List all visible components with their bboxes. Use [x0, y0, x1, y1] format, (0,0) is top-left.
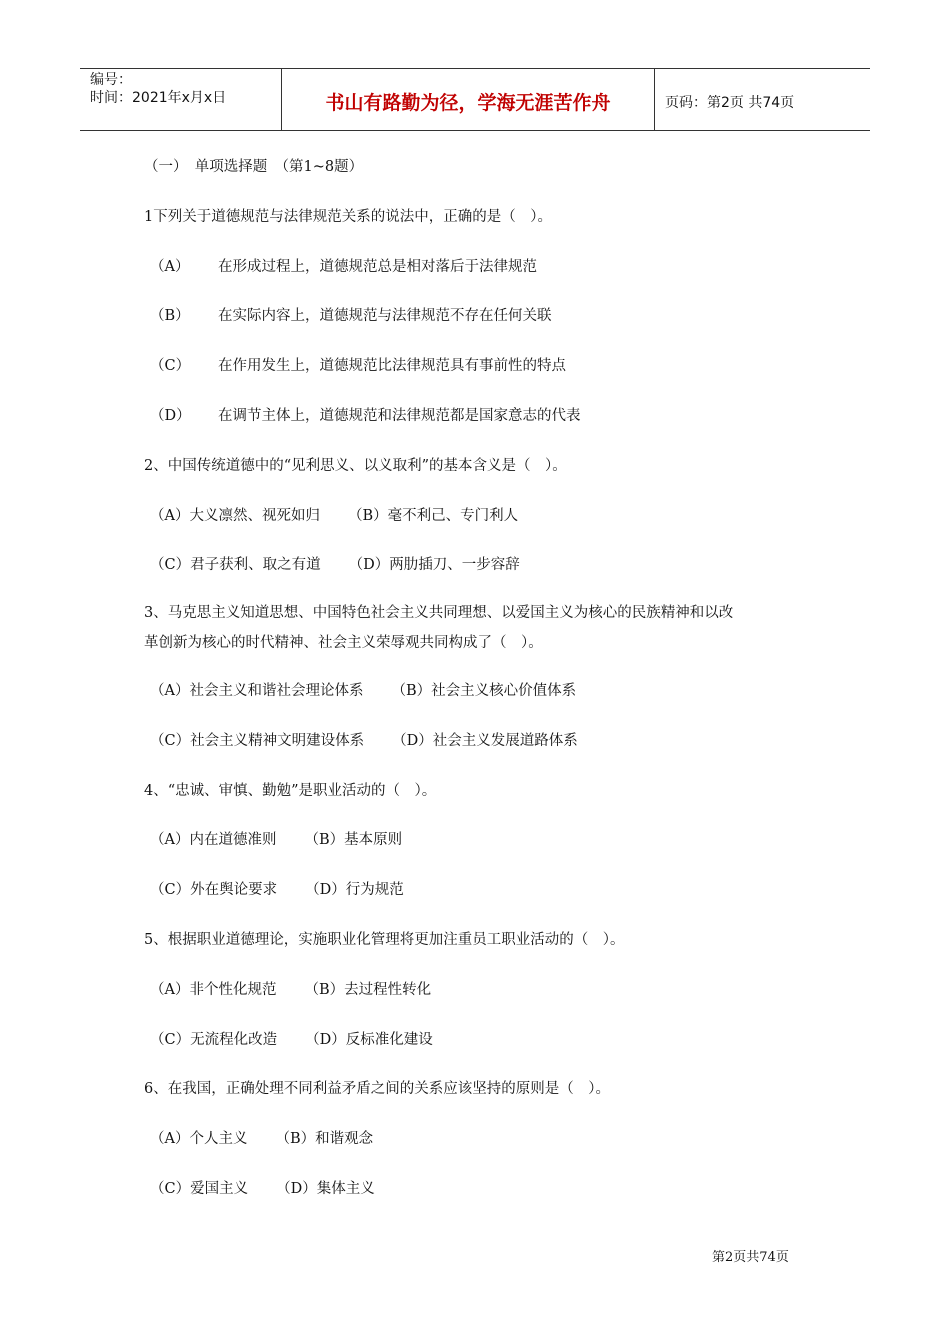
option-text: 在作用发生上，道德规范比法律规范具有事前性的特点	[218, 358, 566, 375]
question-5-stem: 5、根据职业道德理论，实施职业化管理将更加注重员工职业活动的（ ）。	[144, 931, 625, 948]
question-1-stem: 1下列关于道德规范与法律规范关系的说法中，正确的是（ ）。	[144, 208, 552, 225]
option-b: （B）基本原则	[304, 832, 403, 849]
question-1-option-b	[144, 299, 824, 333]
page-header	[80, 68, 870, 131]
question-1-option-d	[144, 399, 824, 433]
question-5-options-row-2	[144, 1023, 824, 1057]
question-4-options-row-2	[144, 873, 824, 907]
question-6-options-row-1	[144, 1122, 824, 1156]
option-c: （C）爱国主义	[150, 1180, 249, 1197]
option-a: （A）社会主义和谐社会理论体系	[150, 682, 364, 699]
page-info-text: 页码：第2页 共74页	[665, 94, 795, 111]
question-3-options-row-1	[144, 674, 824, 708]
question-4-options-row-1	[144, 823, 824, 857]
option-key: （A）	[150, 258, 190, 275]
option-d: （D）行为规范	[305, 882, 404, 899]
option-key: （D）	[150, 407, 191, 424]
option-b: （B）去过程性转化	[304, 981, 432, 998]
option-key: （C）	[150, 358, 191, 375]
question-1-option-a	[144, 250, 824, 284]
section-title: （一） 单项选择题 （第1~8题）	[144, 159, 364, 175]
question-3-stem-line-1: 3、马克思主义知道思想、中国特色社会主义共同理想、以爱国主义为核心的民族精神和以改	[144, 605, 734, 622]
option-b: （B）和谐观念	[275, 1131, 374, 1148]
option-c: （C）社会主义精神文明建设体系	[150, 732, 365, 749]
question-3-stem	[144, 598, 824, 658]
option-c: （C）外在舆论要求	[150, 882, 278, 899]
option-text: 在实际内容上，道德规范与法律规范不存在任何关联	[218, 308, 552, 325]
question-5-options-row-1	[144, 973, 824, 1007]
footer-page-number: 第2页共74页	[712, 1250, 789, 1265]
option-b: （B）社会主义核心价值体系	[391, 682, 577, 699]
option-c: （C）君子获利、取之有道	[150, 557, 321, 574]
option-c: （C）无流程化改造	[150, 1031, 278, 1048]
option-a: （A）大义凛然、视死如归	[150, 507, 320, 524]
question-3-stem-line-2: 革创新为核心的时代精神、社会主义荣辱观共同构成了（ ）。	[144, 635, 543, 652]
question-6-stem: 6、在我国，正确处理不同利益矛盾之间的关系应该坚持的原则是（ ）。	[144, 1081, 610, 1098]
option-d: （D）反标准化建设	[305, 1031, 433, 1048]
question-6-options-row-2	[144, 1172, 824, 1206]
question-2-stem: 2、中国传统道德中的“见利思义、以义取利”的基本含义是（ ）。	[144, 457, 567, 474]
header-page-info	[655, 69, 870, 130]
option-d: （D）社会主义发展道路体系	[392, 732, 578, 749]
document-body	[144, 150, 824, 1222]
option-key: （B）	[150, 308, 190, 325]
question-3-options-row-2	[144, 724, 824, 758]
question-1-option-c	[144, 349, 824, 383]
option-b: （B）毫不利己、专门利人	[347, 507, 519, 524]
option-a: （A）内在道德准则	[150, 832, 277, 849]
header-meta	[80, 69, 281, 130]
option-d: （D）集体主义	[276, 1180, 375, 1197]
option-a: （A）非个性化规范	[150, 981, 277, 998]
question-4-stem: 4、“忠诚、审慎、勤勉”是职业活动的（ ）。	[144, 782, 437, 799]
date-label: 时间：2021年x月x日	[90, 90, 227, 106]
option-a: （A）个人主义	[150, 1131, 248, 1148]
option-text: 在形成过程上，道德规范总是相对落后于法律规范	[218, 258, 537, 275]
header-motto	[281, 69, 655, 130]
code-label: 编号：	[90, 72, 132, 88]
motto-text: 书山有路勤为径，学海无涯苦作舟	[325, 92, 611, 114]
page-footer	[712, 1246, 789, 1265]
question-2-options-row-1	[144, 499, 824, 533]
option-text: 在调节主体上，道德规范和法律规范都是国家意志的代表	[218, 407, 581, 424]
question-2-options-row-2	[144, 548, 824, 582]
option-d: （D）两肋插刀、一步容辞	[348, 557, 520, 574]
